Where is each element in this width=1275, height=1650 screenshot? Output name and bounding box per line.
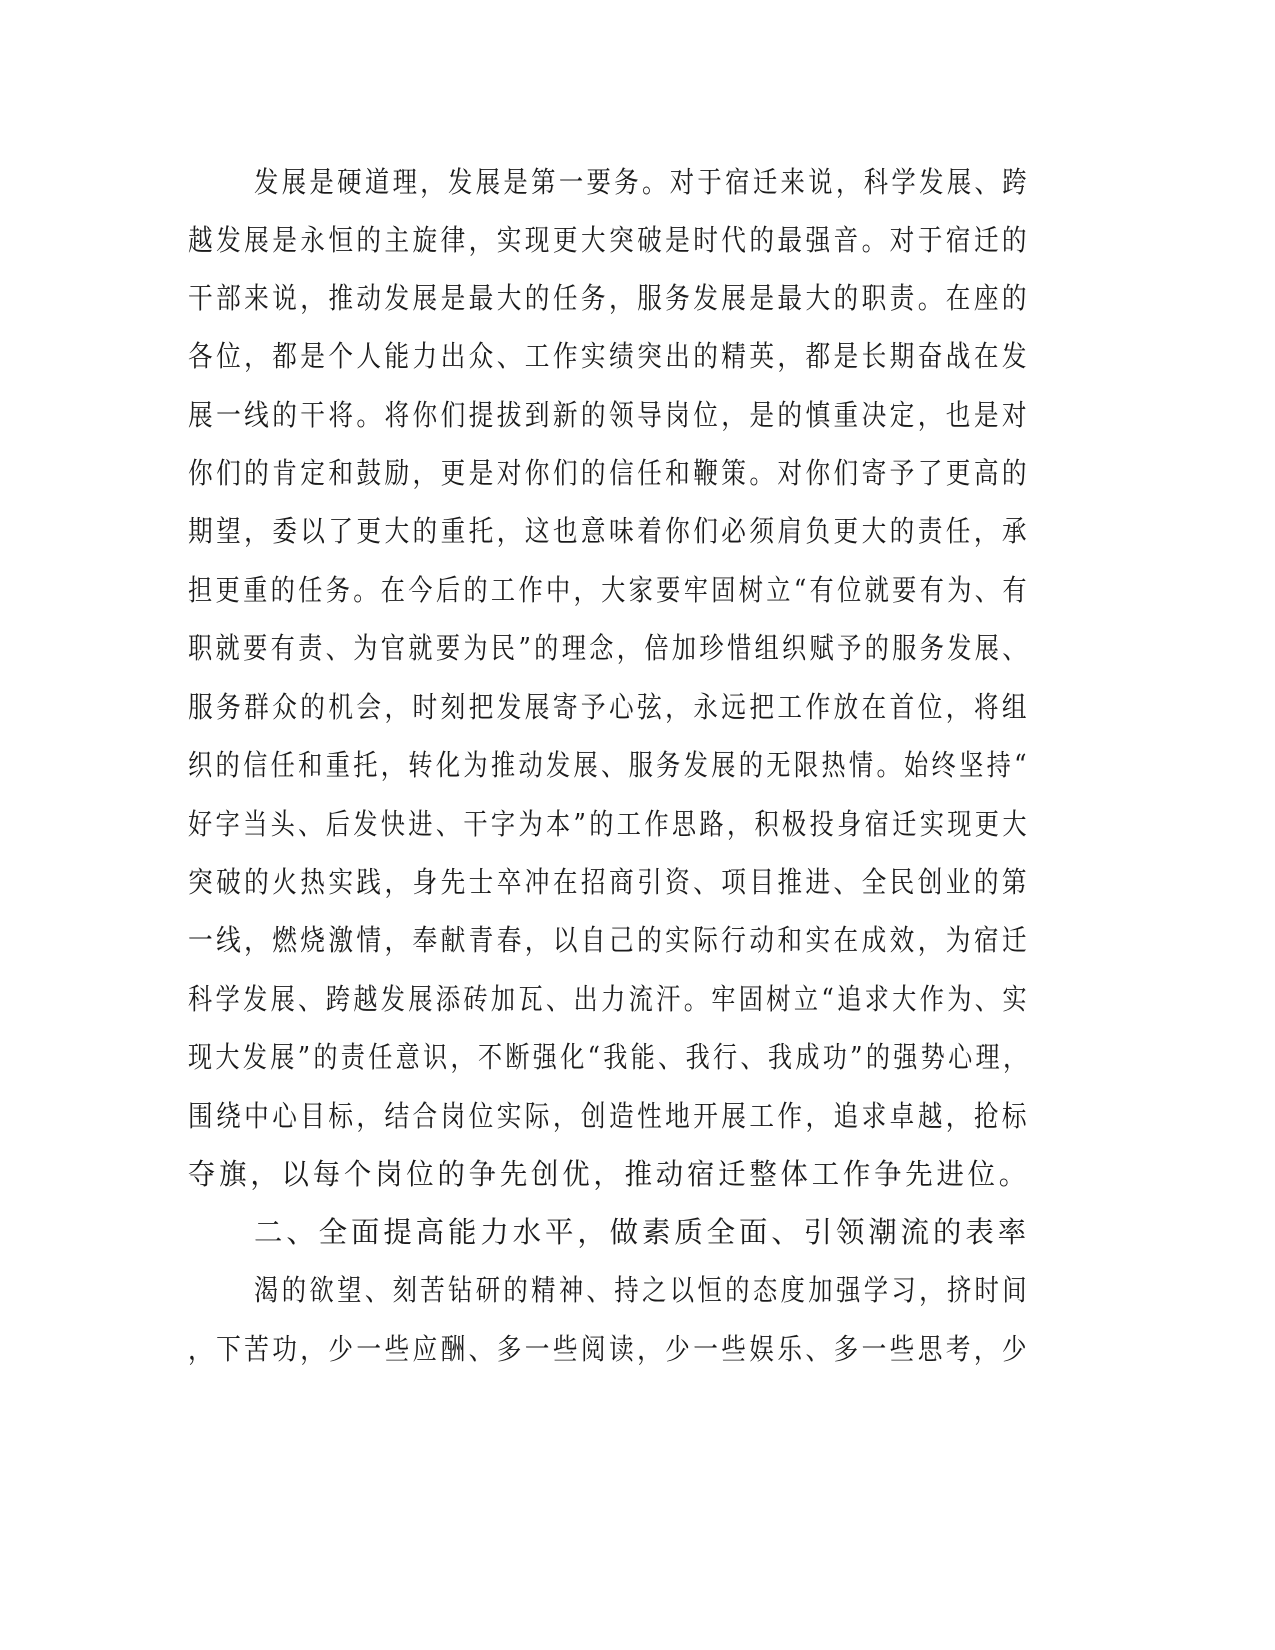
text-line: 好字当头、后发快进、干字为本”的工作思路，积极投身宿迁实现更大 [188, 807, 1030, 841]
text-line: 职就要有责、为官就要为民”的理念，倍加珍惜组织赋予的服务发展、 [188, 631, 1030, 665]
text-line: 一线，燃烧激情，奉献青春，以自己的实际行动和实在成效，为宿迁 [188, 923, 1031, 957]
text-line: 你们的肯定和鼓励，更是对你们的信任和鞭策。对你们寄予了更高的 [188, 456, 1031, 490]
text-line: 现大发展”的责任意识，不断强化“我能、我行、我成功”的强势心理， [188, 1040, 1031, 1074]
text-line: 越发展是永恒的主旋律，实现更大突破是时代的最强音。对于宿迁的 [188, 223, 1031, 257]
text-line: 围绕中心目标，结合岗位实际，创造性地开展工作，追求卓越，抢标 [188, 1099, 1031, 1133]
text-line: 展一线的干将。将你们提拔到新的领导岗位，是的慎重决定，也是对 [188, 398, 1031, 432]
section-heading: 二、全面提高能力水平，做素质全面、引领潮流的表率 [254, 1215, 1031, 1249]
text-line: 渴的欲望、刻苦钻研的精神、持之以恒的态度加强学习，挤时间 [254, 1273, 1030, 1307]
text-line: 期望，委以了更大的重托，这也意味着你们必须肩负更大的责任，承 [188, 514, 1031, 548]
text-line: 突破的火热实践，身先士卒冲在招商引资、项目推进、全民创业的第 [188, 865, 1031, 899]
text-line: 各位，都是个人能力出众、工作实绩突出的精英，都是长期奋战在发 [188, 339, 1031, 373]
text-line: ，下苦功，少一些应酬、多一些阅读，少一些娱乐、多一些思考，少 [188, 1332, 1031, 1366]
text-line: 科学发展、跨越发展添砖加瓦、出力流汗。牢固树立“追求大作为、实 [188, 982, 1030, 1016]
text-line: 发展是硬道理，发展是第一要务。对于宿迁来说，科学发展、跨 [254, 165, 1030, 199]
text-line: 担更重的任务。在今后的工作中，大家要牢固树立“有位就要有为、有 [188, 573, 1030, 607]
text-line: 干部来说，推动发展是最大的任务，服务发展是最大的职责。在座的 [188, 281, 1031, 315]
text-line: 服务群众的机会，时刻把发展寄予心弦，永远把工作放在首位，将组 [188, 690, 1031, 724]
text-line: 织的信任和重托，转化为推动发展、服务发展的无限热情。始终坚持“ [188, 748, 1030, 782]
text-line: 夺旗，以每个岗位的争先创优，推动宿迁整体工作争先进位。 [188, 1157, 1031, 1191]
